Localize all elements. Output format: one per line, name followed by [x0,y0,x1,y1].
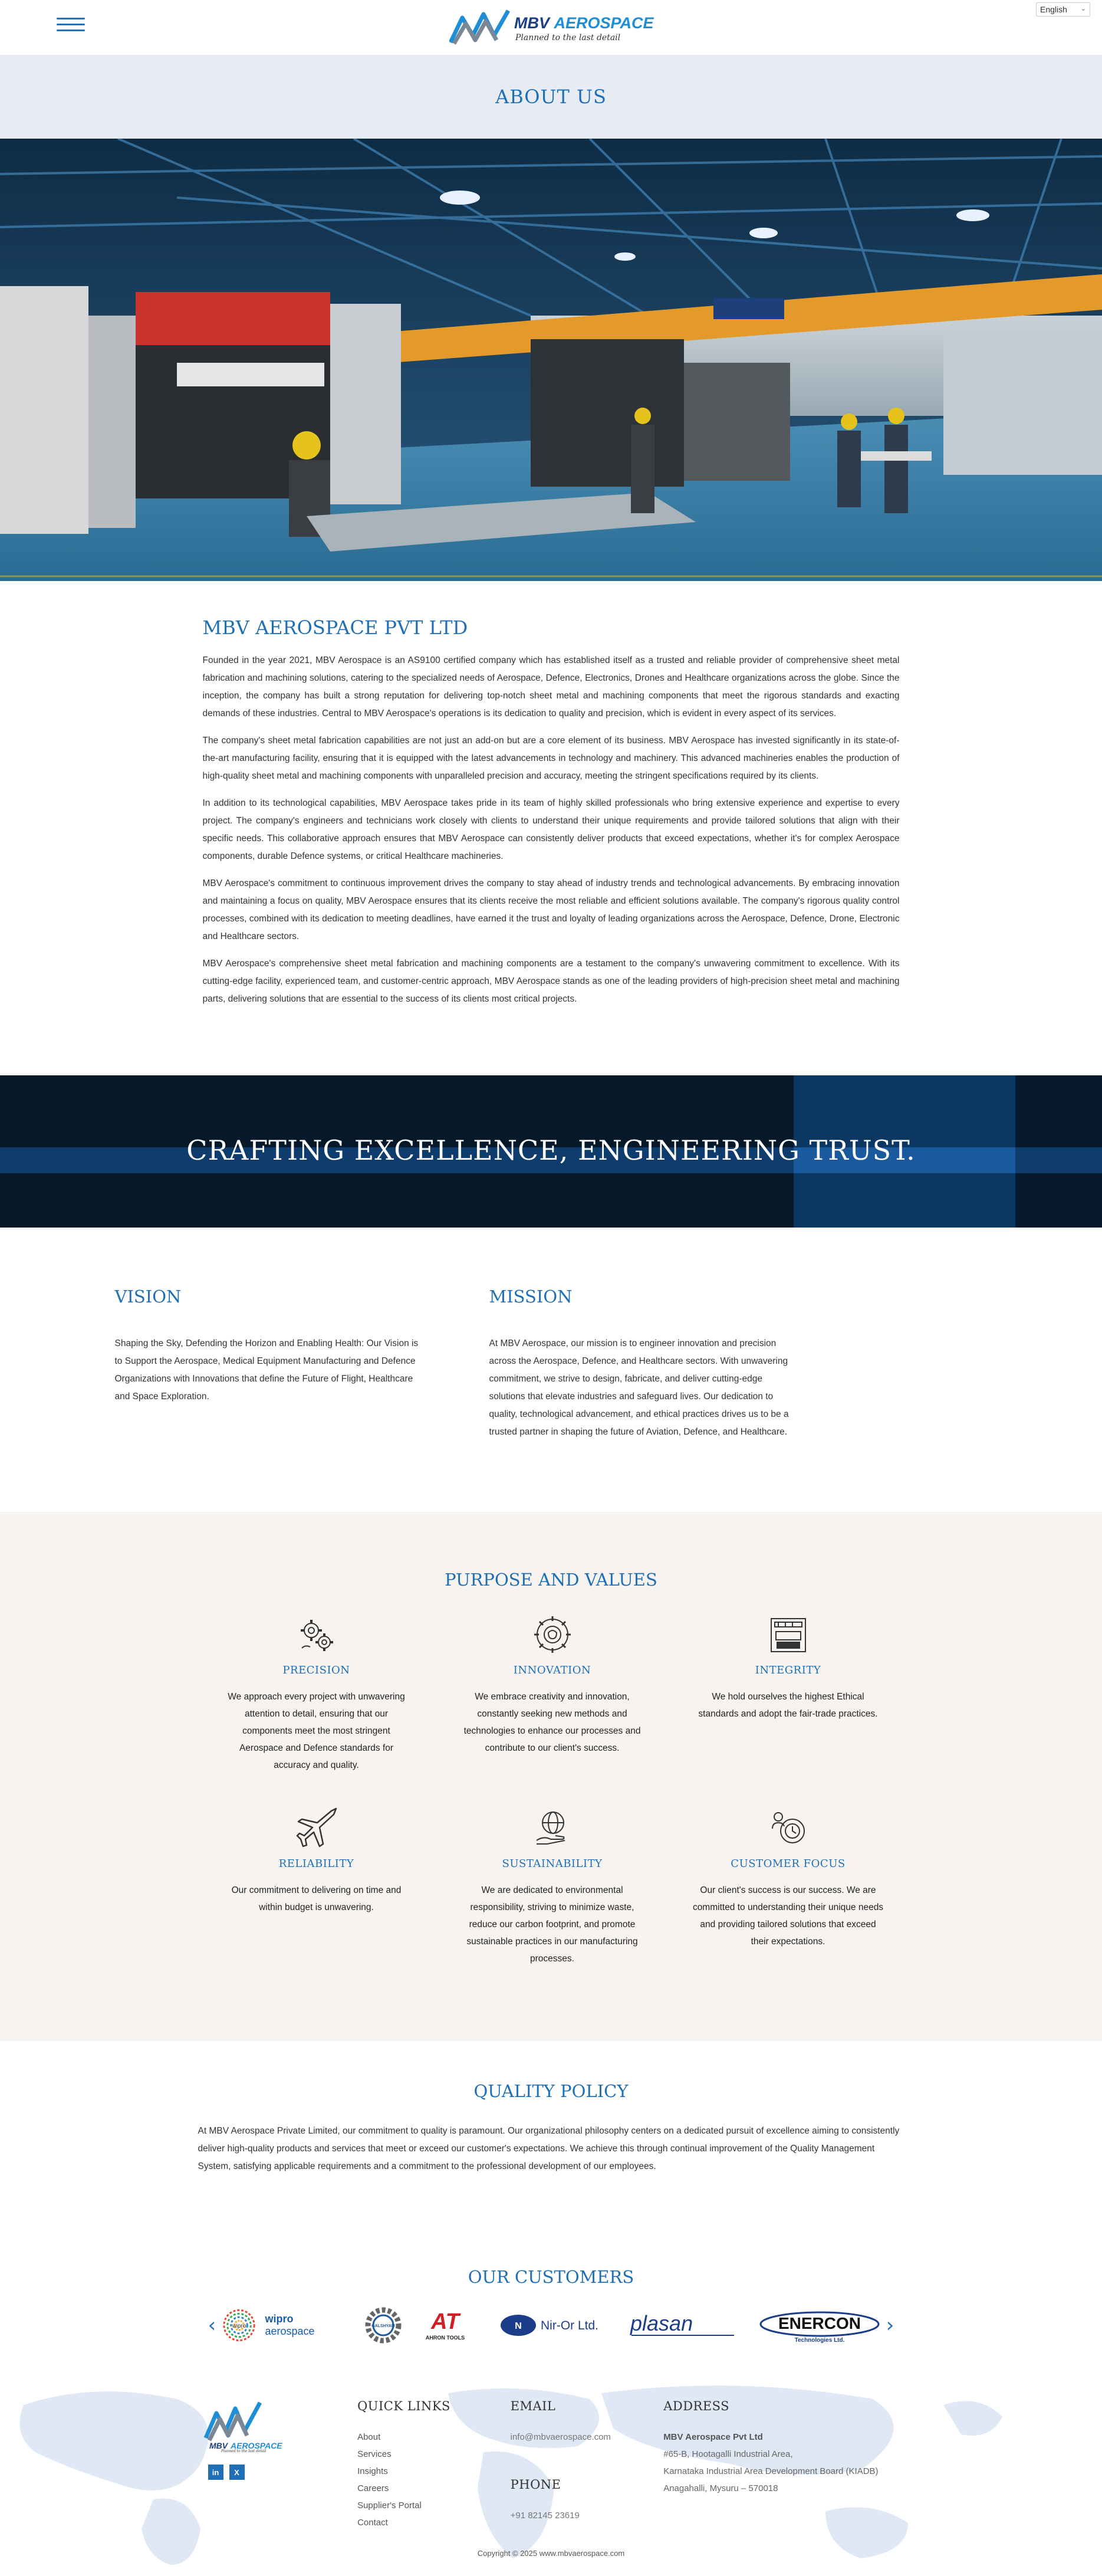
value-title: CUSTOMER FOCUS [731,1858,846,1870]
customer-logo-wipro [221,2306,344,2344]
customer-logo-plasan [628,2311,740,2340]
values-title: PURPOSE AND VALUES [445,1570,657,1590]
value-title: RELIABILITY [278,1858,354,1870]
carousel-prev-arrow-icon[interactable]: ‹ [208,2314,216,2337]
wipro-rainbow-icon [221,2306,258,2344]
language-value: English [1040,5,1067,14]
footer-address [663,2399,899,2531]
vision-text: Shaping the Sky, Defending the Horizon and Enabling Health: Our Vision is to Support the Aerospace, Medical Equipment Manufacturing and Defence Organizations with Innovations that define the Future of Flight, Healthcare and Space Exploration. [114,1338,419,1402]
footer-link-careers[interactable]: Careers [357,2483,389,2493]
svg-text:Planned to the last detail: Planned to the last detail [221,2449,266,2452]
value-text: We approach every project with unwavering attention to detail, ensuring that our components meet the most stringent Aerospace and Defence standards for accuracy and quality. [228,1692,405,1770]
logo-mark-icon [449,8,511,45]
footer-link-suppliers-portal[interactable]: Supplier's Portal [357,2500,422,2511]
customers-title: OUR CUSTOMERS [468,2267,634,2287]
integrity-building-icon [693,1612,884,1657]
x-twitter-icon[interactable]: X [229,2465,245,2480]
about-banner [0,55,1102,139]
copyright: Copyright © 2025 www.mbvaerospace.com [477,2549,625,2558]
menu-icon[interactable] [57,18,85,32]
nir-or-text: Nir-Or Ltd. [540,2319,598,2332]
carousel-next-arrow-icon[interactable]: › [886,2314,894,2337]
address-title: ADDRESS [663,2399,730,2413]
vision-mission-section [115,1228,988,1512]
vision-block [115,1287,419,1441]
value-text: We are dedicated to environmental responsibility, striving to minimize waste, reduce our carbon footprint, and promote sustainable practices in our manufacturing processes. [466,1885,638,1964]
company-title: MBV AEROSPACE PVT LTD [202,616,468,639]
logo-wordmark: MBV AEROSPACE [514,14,654,32]
value-card-innovation [435,1612,670,1774]
value-card-precision [199,1612,435,1774]
value-title: INTEGRITY [755,1664,821,1676]
chevron-down-icon: ⌄ [1080,5,1086,12]
value-title: INNOVATION [513,1664,591,1676]
address-company: MBV Aerospace Pvt Ltd [663,2432,763,2442]
quality-policy-section [198,2041,904,2267]
purpose-values-section [0,1512,1102,2041]
company-overview [203,581,900,1075]
value-card-integrity [670,1612,906,1774]
ahron-label-text: AHRON TOOLS [425,2335,465,2341]
svg-text:N: N [514,2321,522,2331]
customer-logo-galshyam [363,2305,404,2346]
quality-text: At MBV Aerospace Private Limited, our commitment to quality is paramount. Our organizational philosophy centers on a dedicated pursuit of excellence aiming to consistently deliver high-quality products and services that meet or exceed our customer's expectations. We achieve this through continual improvement of the Quality Management System, satisfying applicable requirements and a commitment to the professional development of our employees. [198,2126,900,2171]
value-title: PRECISION [282,1664,350,1676]
value-text: We hold ourselves the highest Ethical standards and adopt the fair-trade practices. [698,1692,878,1719]
site-footer [0,2381,1102,2565]
factory-hero-image [0,139,1102,581]
customer-carousel [203,2305,899,2346]
value-text: We embrace creativity and innovation, constantly seeking new methods and technologies to enhance our processes and contribute to our client's success. [463,1692,641,1753]
wipro-label: wipro aerospace [265,2313,315,2337]
address-line: Karnataka Industrial Area Development Board (KIADB) [663,2466,879,2476]
footer-logo-block [203,2399,358,2531]
linkedin-icon[interactable]: in [208,2465,223,2480]
ahron-mark-text: AT [430,2309,459,2334]
precision-gears-icon [221,1612,412,1657]
reliability-airplane-icon [221,1806,412,1850]
site-logo[interactable] [449,8,656,47]
footer-link-about[interactable]: About [357,2432,381,2442]
customer-focus-icon [693,1806,884,1850]
tagline-banner [0,1075,1102,1228]
enercon-sub-text: Technologies Ltd. [794,2337,844,2344]
language-select[interactable] [1036,2,1090,17]
footer-link-contact[interactable]: Contact [357,2518,388,2528]
value-card-sustainability [435,1806,670,1967]
vision-title: VISION [114,1287,182,1307]
plasan-text: plasan [630,2311,693,2335]
email-link[interactable]: info@mbvaerospace.com [510,2432,611,2442]
footer-contact [511,2399,664,2531]
page-title: ABOUT US [495,86,607,108]
quality-title: QUALITY POLICY [473,2081,629,2101]
ahron-tools-mark-icon [422,2308,469,2343]
company-paragraph: MBV Aerospace's comprehensive sheet metal fabrication and machining components are a testament to the company's unwavering commitment to excellence. With its cutting-edge facility, experienced team, and customer-centric approach, MBV Aerospace stands as one of the leading providers of high-precision sheet metal and machining parts, delivering solutions that are essential to the success of its clients most critical projects. [202,959,900,1004]
site-header [0,0,1102,55]
sustainability-globe-hand-icon [457,1806,648,1850]
address-line: Anagahalli, Mysuru – 570018 [663,2483,778,2493]
social-links [208,2465,358,2480]
enercon-text: ENERCON [778,2314,861,2332]
customer-logo-ahron-tools [422,2308,469,2343]
value-card-customer-focus [670,1806,906,1967]
enercon-logo-icon [758,2306,881,2344]
svg-text:MBV: MBV [209,2441,228,2450]
footer-link-insights[interactable]: Insights [357,2466,388,2476]
mission-text: At MBV Aerospace, our mission is to engineer innovation and precision across the Aerospace, Defence, and Healthcare sectors. With unwavering commitment, we strive to design, fabricate, and deliver cutting-edge solutions that elevate industries and safeguard lives. Our dedication to quality, technological advancement, and ethical practices drives us to be a trusted partner in shaping the future of Aviation, Defence, and Healthcare. [489,1338,789,1437]
footer-link-services[interactable]: Services [357,2449,392,2459]
value-text: Our client's success is our success. We are committed to understanding their unique needs and providing tailored solutions that exceed their expectations. [692,1885,884,1947]
logo-tagline: Planned to the last detail [515,33,621,42]
phone-link[interactable]: +91 82145 23619 [510,2511,580,2521]
nir-or-logo-icon [498,2311,610,2340]
wipro-mark-text: wipro [232,2322,246,2329]
value-title: SUSTAINABILITY [502,1858,603,1870]
company-paragraph: The company's sheet metal fabrication capabilities are not just an add-on but are a core element of its business. MBV Aerospace has invested significantly in its state-of-the-art manufacturing facility, ensuring that it is equipped with the latest advancements in technology and machinery. This advanced machineries enables the production of high-quality sheet metal and machining components with unparalleled precision and accuracy, meeting the stringent specifications required by its clients. [202,736,900,781]
footer-quick-links [357,2399,511,2531]
company-paragraph: MBV Aerospace's commitment to continuous improvement drives the company to stay ahead of industry trends and technological advancements. By embracing innovation and maintaining a focus on quality, MBV Aerospace ensures that its clients receive the most reliable and efficient solutions available. The company's rigorous quality control processes, combined with its dedication to meeting deadlines, have earned it the trust and loyalty of leading organizations across the Aerospace, Defence, Drone, Electronic and Healthcare sectors. [202,878,900,941]
value-card-reliability [199,1806,435,1967]
mission-block [489,1287,793,1441]
quick-links-title: QUICK LINKS [357,2399,450,2413]
svg-text:AEROSPACE: AEROSPACE [230,2441,282,2450]
banner-text: CRAFTING EXCELLENCE, ENGINEERING TRUST. [186,1134,916,1166]
phone-title: PHONE [510,2477,561,2492]
email-title: EMAIL [510,2399,556,2413]
galshyam-text: GALSHYAM [371,2324,395,2328]
galshyam-gear-icon [363,2305,404,2346]
innovation-brain-icon [457,1612,648,1657]
value-text: Our commitment to delivering on time and within budget is unwavering. [231,1885,402,1912]
customer-logo-nir-or [498,2311,610,2340]
customer-logo-enercon [758,2306,881,2344]
address-line: #65-B, Hootagalli Industrial Area, [663,2449,793,2459]
customers-section [0,2267,1102,2381]
company-paragraph: Founded in the year 2021, MBV Aerospace is an AS9100 certified company which has established itself as a trusted and reliable provider of comprehensive sheet metal fabrication and machining solutions, catering to the specialized needs of Aerospace, Defence, Electronics, Drones and Healthcare organizations across the globe. Since the inception, the company has built a strong reputation for delivering top-notch sheet metal and machining components that meet the rigorous standards and exacting demands of these industries. Central to MBV Aerospace's operations is its dedication to quality and precision, which is evident in every aspect of its services. [202,655,900,718]
company-paragraph: In addition to its technological capabilities, MBV Aerospace takes pride in its team of highly skilled professionals who bring extensive experience and expertise to every project. The company's engineers and technicians work closely with clients to understand their unique requirements and provide tailored solutions that align with their specific needs. This collaborative approach ensures that MBV Aerospace can consistently deliver products that exceed expectations, whether it's for complex Aerospace components, durable Defence systems, or critical Healthcare machineries. [202,798,900,861]
mission-title: MISSION [489,1287,573,1307]
plasan-logo-icon [628,2311,740,2340]
footer-logo-icon[interactable] [203,2399,292,2452]
factory-photo [0,139,1102,581]
